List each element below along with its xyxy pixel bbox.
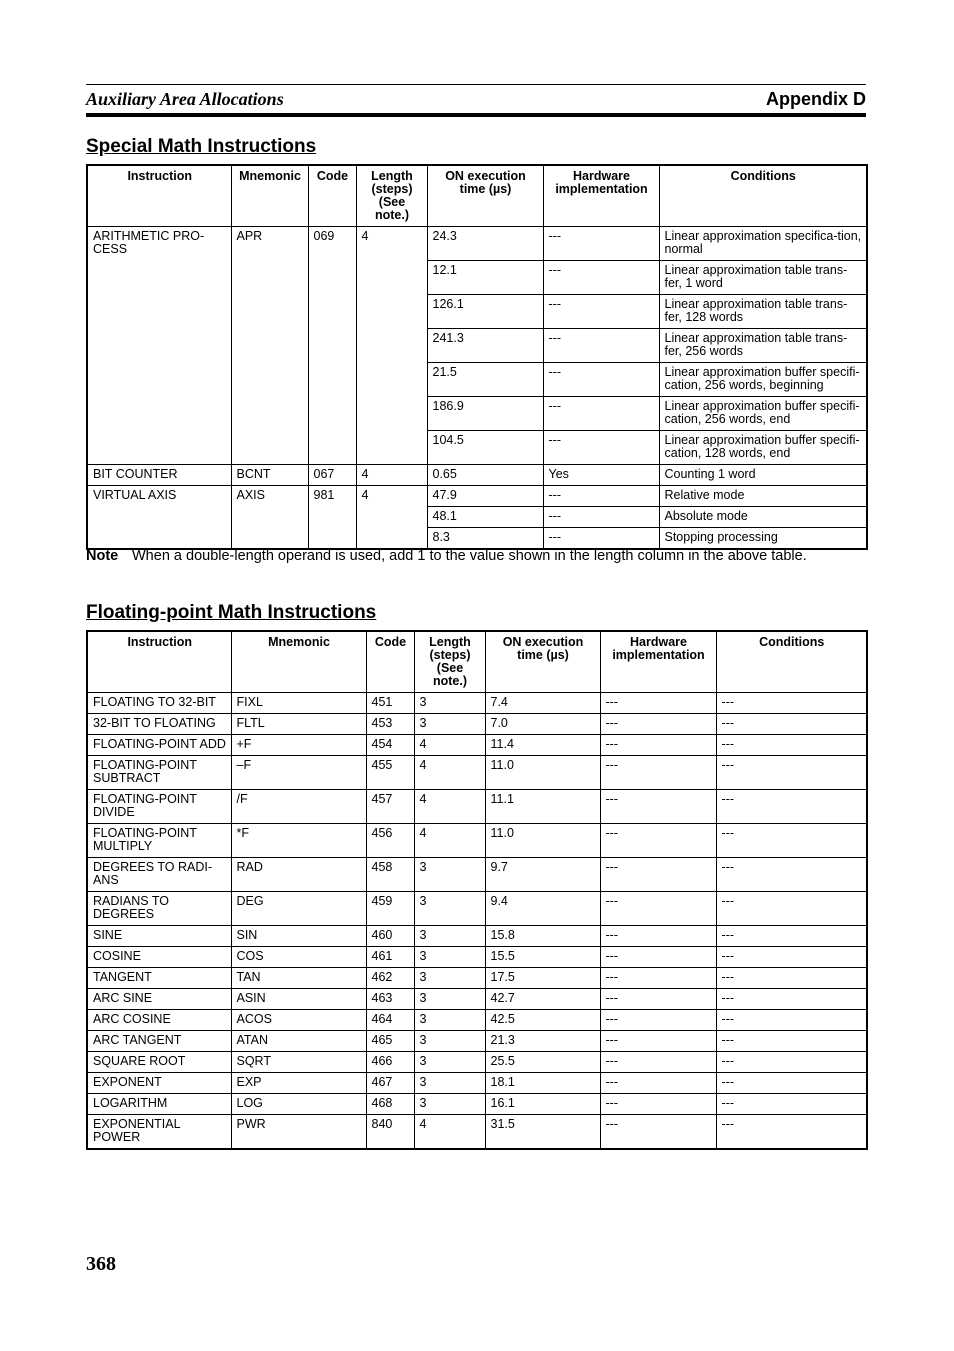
conditions-cell: --- <box>716 892 867 926</box>
conditions-cell: Linear approximation table trans-fer, 256 words <box>659 329 867 363</box>
mnemonic-cell: APR <box>231 227 308 465</box>
time-cell: 42.5 <box>485 1010 600 1031</box>
instruction-cell: FLOATING-POINT DIVIDE <box>87 790 231 824</box>
col-header-mnemonic: Mnemonic <box>231 631 366 693</box>
time-cell: 47.9 <box>427 486 543 507</box>
table-note <box>86 547 866 566</box>
hardware-cell: --- <box>600 858 716 892</box>
hardware-cell: --- <box>600 968 716 989</box>
length-cell: 3 <box>414 926 485 947</box>
code-cell: 459 <box>366 892 414 926</box>
conditions-cell: Linear approximation buffer specifi-cation, 256 words, beginning <box>659 363 867 397</box>
length-cell: 3 <box>414 989 485 1010</box>
mnemonic-cell: LOG <box>231 1094 366 1115</box>
length-cell: 4 <box>356 227 427 465</box>
time-cell: 48.1 <box>427 507 543 528</box>
code-cell: 981 <box>308 486 356 550</box>
hardware-cell: --- <box>600 756 716 790</box>
instruction-cell: FLOATING-POINT MULTIPLY <box>87 824 231 858</box>
hardware-cell: --- <box>543 507 659 528</box>
col-header-length: Length (steps) (See note.) <box>414 631 485 693</box>
mnemonic-cell: EXP <box>231 1073 366 1094</box>
conditions-cell: --- <box>716 714 867 735</box>
col-header-conditions: Conditions <box>659 165 867 227</box>
instruction-cell: TANGENT <box>87 968 231 989</box>
hardware-cell: --- <box>543 528 659 550</box>
code-cell: 458 <box>366 858 414 892</box>
time-cell: 126.1 <box>427 295 543 329</box>
length-cell: 3 <box>414 892 485 926</box>
length-cell: 4 <box>414 824 485 858</box>
mnemonic-cell: RAD <box>231 858 366 892</box>
table-row <box>87 486 867 507</box>
length-cell: 3 <box>414 968 485 989</box>
time-cell: 104.5 <box>427 431 543 465</box>
conditions-cell: --- <box>716 968 867 989</box>
conditions-cell: Counting 1 word <box>659 465 867 486</box>
hardware-cell: --- <box>543 363 659 397</box>
hardware-cell: --- <box>600 1052 716 1073</box>
table-row <box>87 1094 867 1115</box>
time-cell: 186.9 <box>427 397 543 431</box>
mnemonic-cell: BCNT <box>231 465 308 486</box>
code-cell: 465 <box>366 1031 414 1052</box>
length-cell: 4 <box>414 790 485 824</box>
time-cell: 11.0 <box>485 824 600 858</box>
conditions-cell: --- <box>716 1010 867 1031</box>
hardware-cell: --- <box>600 947 716 968</box>
code-cell: 067 <box>308 465 356 486</box>
instruction-cell: FLOATING TO 32-BIT <box>87 693 231 714</box>
time-cell: 11.4 <box>485 735 600 756</box>
time-cell: 15.5 <box>485 947 600 968</box>
instruction-cell: 32-BIT TO FLOATING <box>87 714 231 735</box>
time-cell: 25.5 <box>485 1052 600 1073</box>
instruction-cell: SQUARE ROOT <box>87 1052 231 1073</box>
table-row <box>87 858 867 892</box>
table-row <box>87 756 867 790</box>
table-row <box>87 926 867 947</box>
table-row <box>87 1010 867 1031</box>
mnemonic-cell: FLTL <box>231 714 366 735</box>
table-row <box>87 892 867 926</box>
col-header-instruction: Instruction <box>87 631 231 693</box>
code-cell: 454 <box>366 735 414 756</box>
conditions-cell: --- <box>716 989 867 1010</box>
code-cell: 453 <box>366 714 414 735</box>
hardware-cell: --- <box>600 1115 716 1150</box>
length-cell: 3 <box>414 1094 485 1115</box>
conditions-cell: --- <box>716 1073 867 1094</box>
length-cell: 3 <box>414 947 485 968</box>
time-cell: 8.3 <box>427 528 543 550</box>
instruction-cell: FLOATING-POINT SUBTRACT <box>87 756 231 790</box>
header-rule-bottom <box>86 113 866 117</box>
table-header-row <box>87 165 867 227</box>
time-cell: 12.1 <box>427 261 543 295</box>
length-cell: 4 <box>414 735 485 756</box>
conditions-cell: Linear approximation table trans-fer, 128 words <box>659 295 867 329</box>
length-cell: 4 <box>356 486 427 550</box>
code-cell: 468 <box>366 1094 414 1115</box>
length-cell: 3 <box>414 714 485 735</box>
length-cell: 3 <box>414 1052 485 1073</box>
hardware-cell: --- <box>600 824 716 858</box>
hardware-cell: --- <box>600 1094 716 1115</box>
col-header-code: Code <box>308 165 356 227</box>
table-row <box>87 989 867 1010</box>
col-header-hardware: Hardware implementation <box>600 631 716 693</box>
mnemonic-cell: AXIS <box>231 486 308 550</box>
time-cell: 24.3 <box>427 227 543 261</box>
hardware-cell: --- <box>543 397 659 431</box>
col-header-on-exec: ON execution time (µs) <box>485 631 600 693</box>
time-cell: 16.1 <box>485 1094 600 1115</box>
table-row <box>87 1052 867 1073</box>
note-text: When a double-length operand is used, add 1 to the value shown in the length column in the above table. <box>132 548 807 564</box>
code-cell: 451 <box>366 693 414 714</box>
time-cell: 21.3 <box>485 1031 600 1052</box>
floating-point-title: Floating-point Math Instructions <box>86 602 377 623</box>
code-cell: 462 <box>366 968 414 989</box>
hardware-cell: --- <box>600 926 716 947</box>
hardware-cell: --- <box>543 486 659 507</box>
mnemonic-cell: SQRT <box>231 1052 366 1073</box>
table-row <box>87 1031 867 1052</box>
table-row <box>87 735 867 756</box>
time-cell: 0.65 <box>427 465 543 486</box>
time-cell: 21.5 <box>427 363 543 397</box>
length-cell: 3 <box>414 693 485 714</box>
instruction-cell: SINE <box>87 926 231 947</box>
conditions-cell: Linear approximation buffer specifi-cation, 128 words, end <box>659 431 867 465</box>
length-cell: 3 <box>414 1073 485 1094</box>
conditions-cell: --- <box>716 756 867 790</box>
instruction-cell: ARC COSINE <box>87 1010 231 1031</box>
table-row <box>87 714 867 735</box>
code-cell: 069 <box>308 227 356 465</box>
conditions-cell: --- <box>716 926 867 947</box>
conditions-cell: --- <box>716 1094 867 1115</box>
mnemonic-cell: +F <box>231 735 366 756</box>
hardware-cell: --- <box>543 227 659 261</box>
mnemonic-cell: DEG <box>231 892 366 926</box>
time-cell: 7.0 <box>485 714 600 735</box>
time-cell: 9.7 <box>485 858 600 892</box>
col-header-length: Length (steps) (See note.) <box>356 165 427 227</box>
code-cell: 455 <box>366 756 414 790</box>
mnemonic-cell: /F <box>231 790 366 824</box>
length-cell: 3 <box>414 858 485 892</box>
conditions-cell: Linear approximation buffer specifi-cation, 256 words, end <box>659 397 867 431</box>
col-header-conditions: Conditions <box>716 631 867 693</box>
hardware-cell: --- <box>543 261 659 295</box>
conditions-cell: --- <box>716 735 867 756</box>
hardware-cell: --- <box>543 431 659 465</box>
page-number: 368 <box>86 1253 116 1275</box>
length-cell: 3 <box>414 1010 485 1031</box>
time-cell: 9.4 <box>485 892 600 926</box>
length-cell: 4 <box>414 756 485 790</box>
mnemonic-cell: SIN <box>231 926 366 947</box>
instruction-cell: ARC SINE <box>87 989 231 1010</box>
length-cell: 4 <box>356 465 427 486</box>
col-header-mnemonic: Mnemonic <box>231 165 308 227</box>
conditions-cell: --- <box>716 790 867 824</box>
mnemonic-cell: ASIN <box>231 989 366 1010</box>
table-row <box>87 790 867 824</box>
mnemonic-cell: –F <box>231 756 366 790</box>
instruction-cell: VIRTUAL AXIS <box>87 486 231 550</box>
hardware-cell: --- <box>600 1031 716 1052</box>
mnemonic-cell: ACOS <box>231 1010 366 1031</box>
instruction-cell: ARITHMETIC PRO-CESS <box>87 227 231 465</box>
code-cell: 840 <box>366 1115 414 1150</box>
length-cell: 3 <box>414 1031 485 1052</box>
hardware-cell: --- <box>543 295 659 329</box>
code-cell: 463 <box>366 989 414 1010</box>
code-cell: 456 <box>366 824 414 858</box>
col-header-instruction: Instruction <box>87 165 231 227</box>
instruction-cell: LOGARITHM <box>87 1094 231 1115</box>
conditions-cell: --- <box>716 947 867 968</box>
hardware-cell: --- <box>600 892 716 926</box>
hardware-cell: --- <box>600 735 716 756</box>
time-cell: 31.5 <box>485 1115 600 1150</box>
instruction-cell: EXPONENTIAL POWER <box>87 1115 231 1150</box>
table-row <box>87 227 867 261</box>
conditions-cell: --- <box>716 1031 867 1052</box>
conditions-cell: Linear approximation table trans-fer, 1 word <box>659 261 867 295</box>
mnemonic-cell: ATAN <box>231 1031 366 1052</box>
mnemonic-cell: PWR <box>231 1115 366 1150</box>
table-row <box>87 465 867 486</box>
instruction-cell: FLOATING-POINT ADD <box>87 735 231 756</box>
conditions-cell: --- <box>716 693 867 714</box>
time-cell: 7.4 <box>485 693 600 714</box>
table-row <box>87 824 867 858</box>
hardware-cell: --- <box>600 989 716 1010</box>
instruction-cell: COSINE <box>87 947 231 968</box>
code-cell: 467 <box>366 1073 414 1094</box>
time-cell: 241.3 <box>427 329 543 363</box>
instruction-cell: ARC TANGENT <box>87 1031 231 1052</box>
hardware-cell: --- <box>600 1010 716 1031</box>
table-row <box>87 968 867 989</box>
conditions-cell: Absolute mode <box>659 507 867 528</box>
conditions-cell: --- <box>716 824 867 858</box>
length-cell: 4 <box>414 1115 485 1150</box>
time-cell: 15.8 <box>485 926 600 947</box>
hardware-cell: --- <box>600 693 716 714</box>
special-math-table <box>86 164 868 550</box>
conditions-cell: --- <box>716 1052 867 1073</box>
hardware-cell: --- <box>600 790 716 824</box>
table-row <box>87 1073 867 1094</box>
col-header-hardware: Hardware implementation <box>543 165 659 227</box>
code-cell: 457 <box>366 790 414 824</box>
conditions-cell: --- <box>716 1115 867 1150</box>
table-header-row <box>87 631 867 693</box>
hardware-cell: Yes <box>543 465 659 486</box>
hardware-cell: --- <box>543 329 659 363</box>
instruction-cell: EXPONENT <box>87 1073 231 1094</box>
mnemonic-cell: TAN <box>231 968 366 989</box>
floating-point-table <box>86 630 868 1150</box>
conditions-cell: Stopping processing <box>659 528 867 550</box>
time-cell: 17.5 <box>485 968 600 989</box>
floating-point-table-body <box>87 693 867 1150</box>
code-cell: 466 <box>366 1052 414 1073</box>
appendix-label: Appendix D <box>765 89 866 109</box>
code-cell: 461 <box>366 947 414 968</box>
running-header-title: Auxiliary Area Allocations <box>86 89 284 109</box>
time-cell: 42.7 <box>485 989 600 1010</box>
mnemonic-cell: *F <box>231 824 366 858</box>
time-cell: 11.0 <box>485 756 600 790</box>
table-row <box>87 1115 867 1150</box>
instruction-cell: BIT COUNTER <box>87 465 231 486</box>
header-rule-top <box>86 84 866 85</box>
time-cell: 18.1 <box>485 1073 600 1094</box>
conditions-cell: --- <box>716 858 867 892</box>
mnemonic-cell: COS <box>231 947 366 968</box>
code-cell: 464 <box>366 1010 414 1031</box>
table-row <box>87 947 867 968</box>
instruction-cell: DEGREES TO RADI-ANS <box>87 858 231 892</box>
mnemonic-cell: FIXL <box>231 693 366 714</box>
hardware-cell: --- <box>600 714 716 735</box>
col-header-on-exec: ON execution time (µs) <box>427 165 543 227</box>
code-cell: 460 <box>366 926 414 947</box>
table-row <box>87 693 867 714</box>
time-cell: 11.1 <box>485 790 600 824</box>
hardware-cell: --- <box>600 1073 716 1094</box>
instruction-cell: RADIANS TO DEGREES <box>87 892 231 926</box>
note-label: Note <box>86 548 119 564</box>
col-header-code: Code <box>366 631 414 693</box>
conditions-cell: Linear approximation specifica-tion, normal <box>659 227 867 261</box>
special-math-title: Special Math Instructions <box>86 136 317 157</box>
conditions-cell: Relative mode <box>659 486 867 507</box>
